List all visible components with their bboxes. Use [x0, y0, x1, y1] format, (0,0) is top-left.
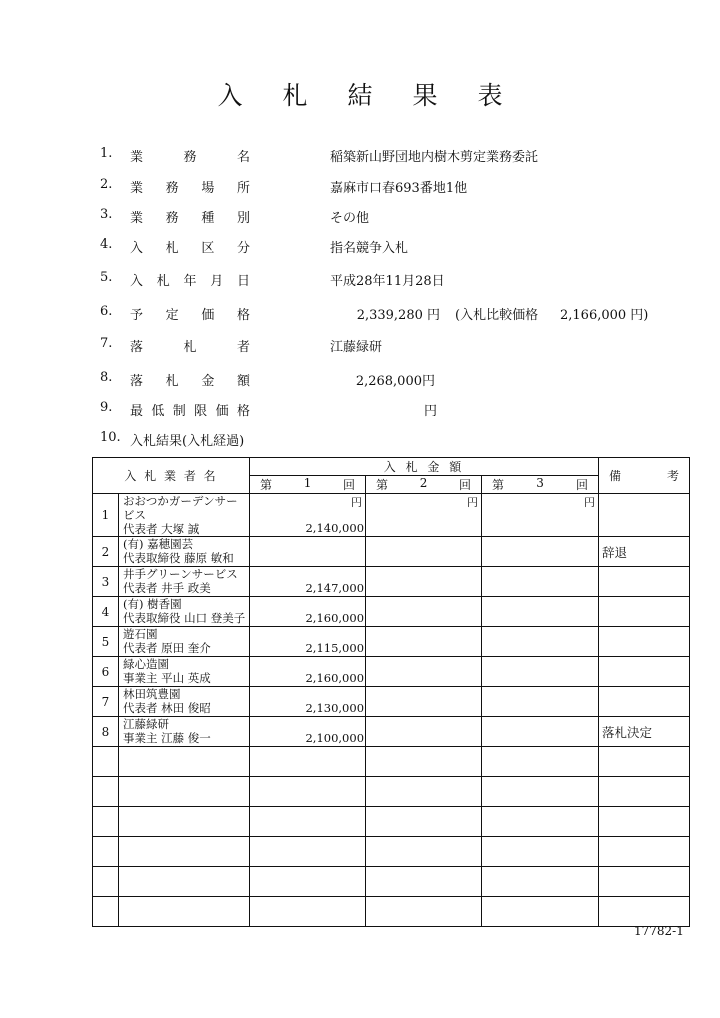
item-number: 10.	[100, 430, 121, 445]
row-number: 3	[93, 567, 119, 597]
info-item	[0, 400, 720, 420]
info-item	[0, 430, 720, 450]
row-number: 7	[93, 687, 119, 717]
item-number: 7.	[100, 336, 113, 351]
compare-price-label: (入札比較価格	[455, 308, 539, 323]
info-item	[0, 304, 720, 324]
bid-round-1: 円 2,140,000	[250, 494, 366, 537]
bidder-name: 緑心造園 事業主 平山 英成	[119, 657, 250, 687]
info-item	[0, 146, 720, 166]
bid-round-2	[366, 537, 482, 567]
row-number: 6	[93, 657, 119, 687]
remarks	[599, 494, 690, 537]
item-value: その他	[330, 211, 370, 226]
bid-round-2	[366, 687, 482, 717]
bid-round-2	[366, 627, 482, 657]
item-label: 予 定 価 格	[130, 308, 250, 323]
empty-row	[93, 837, 690, 867]
table-row	[93, 494, 690, 537]
remarks	[599, 597, 690, 627]
item-value: 2,339,280 円	[356, 308, 440, 323]
bid-round-2: 円	[366, 494, 482, 537]
bid-round-1	[250, 537, 366, 567]
bid-round-3	[482, 687, 599, 717]
item-label: 業 務 種 別	[130, 211, 250, 226]
item-label: 入 札 区 分	[130, 241, 250, 256]
row-number: 1	[93, 494, 119, 537]
row-number: 5	[93, 627, 119, 657]
item-number: 4.	[100, 237, 113, 252]
empty-row	[93, 867, 690, 897]
bid-round-3	[482, 567, 599, 597]
row-number: 2	[93, 537, 119, 567]
bid-round-1: 2,147,000	[250, 567, 366, 597]
item-label: 落 札 金 額	[130, 374, 250, 389]
item-label: 落 札 者	[130, 340, 250, 355]
bid-round-1: 2,115,000	[250, 627, 366, 657]
item-label: 業 務 名	[130, 150, 250, 165]
bid-round-1: 2,130,000	[250, 687, 366, 717]
bid-round-3: 円	[482, 494, 599, 537]
remarks	[599, 627, 690, 657]
item-value: 円	[424, 404, 438, 419]
remarks	[599, 687, 690, 717]
page-number: 17782-1	[634, 924, 684, 938]
bidder-name: おおつかガーデンサービス 代表者 大塚 誠	[119, 494, 250, 537]
table-row	[93, 717, 690, 747]
item-label: 業 務 場 所	[130, 181, 250, 196]
bidder-name: 江藤緑研 事業主 江藤 俊一	[119, 717, 250, 747]
bid-round-3	[482, 537, 599, 567]
item-value: 江藤緑研	[330, 340, 383, 355]
item-number: 9.	[100, 400, 113, 415]
compare-price-value: 2,166,000 円)	[560, 308, 649, 323]
header-round-2: 第 2 回	[366, 476, 482, 494]
item-label: 最 低 制 限 価 格	[130, 404, 250, 419]
empty-row	[93, 747, 690, 777]
bid-round-3	[482, 597, 599, 627]
bid-round-2	[366, 717, 482, 747]
header-bidder-name: 入 札 業 者 名	[93, 458, 250, 494]
row-number: 8	[93, 717, 119, 747]
item-value: 2,268,000円	[355, 374, 435, 389]
bid-round-2	[366, 567, 482, 597]
bid-round-1: 2,160,000	[250, 597, 366, 627]
table-row	[93, 597, 690, 627]
table-row	[93, 627, 690, 657]
bid-results-table	[92, 457, 690, 927]
info-item	[0, 207, 720, 227]
info-item	[0, 177, 720, 197]
remarks: 落札決定	[599, 717, 690, 747]
table-row	[93, 687, 690, 717]
item-number: 3.	[100, 207, 113, 222]
bidder-name: 井手グリーンサービス 代表者 井手 政美	[119, 567, 250, 597]
item-number: 1.	[100, 146, 113, 161]
bid-round-1: 2,100,000	[250, 717, 366, 747]
bid-round-1: 2,160,000	[250, 657, 366, 687]
remarks: 辞退	[599, 537, 690, 567]
header-round-3: 第 3 回	[482, 476, 599, 494]
bidder-name: 遊石園 代表者 原田 奎介	[119, 627, 250, 657]
item-number: 2.	[100, 177, 113, 192]
item-value: 嘉麻市口春693番地1他	[330, 181, 468, 196]
bid-round-3	[482, 627, 599, 657]
empty-row	[93, 897, 690, 927]
item-label: 入札結果(入札経過)	[130, 434, 245, 449]
item-label: 入 札 年 月 日	[130, 274, 250, 289]
item-value: 稲築新山野団地内樹木剪定業務委託	[330, 150, 539, 165]
remarks	[599, 657, 690, 687]
header-round-1: 第 1 回	[250, 476, 366, 494]
bidder-name: (有) 嘉穂園芸 代表取締役 藤原 敏和	[119, 537, 250, 567]
bid-round-3	[482, 657, 599, 687]
bid-round-2	[366, 657, 482, 687]
info-item	[0, 336, 720, 356]
bidder-name: (有) 樹香園 代表取締役 山口 登美子	[119, 597, 250, 627]
document-title: 入札結果表	[217, 81, 543, 110]
table-row	[93, 567, 690, 597]
table-row	[93, 537, 690, 567]
item-value: 指名競争入札	[330, 241, 409, 256]
item-value: 平成28年11月28日	[330, 274, 445, 289]
empty-row	[93, 807, 690, 837]
item-number: 6.	[100, 304, 113, 319]
remarks	[599, 567, 690, 597]
header-bid-amount: 入 札 金 額	[250, 458, 599, 476]
row-number: 4	[93, 597, 119, 627]
header-remarks: 備 考	[599, 458, 690, 494]
bid-round-3	[482, 717, 599, 747]
info-item	[0, 370, 720, 390]
bid-round-2	[366, 597, 482, 627]
empty-row	[93, 777, 690, 807]
table-row	[93, 657, 690, 687]
item-number: 5.	[100, 270, 113, 285]
item-number: 8.	[100, 370, 113, 385]
info-item	[0, 270, 720, 290]
bidder-name: 林田筑豊園 代表者 林田 俊昭	[119, 687, 250, 717]
info-item	[0, 237, 720, 257]
